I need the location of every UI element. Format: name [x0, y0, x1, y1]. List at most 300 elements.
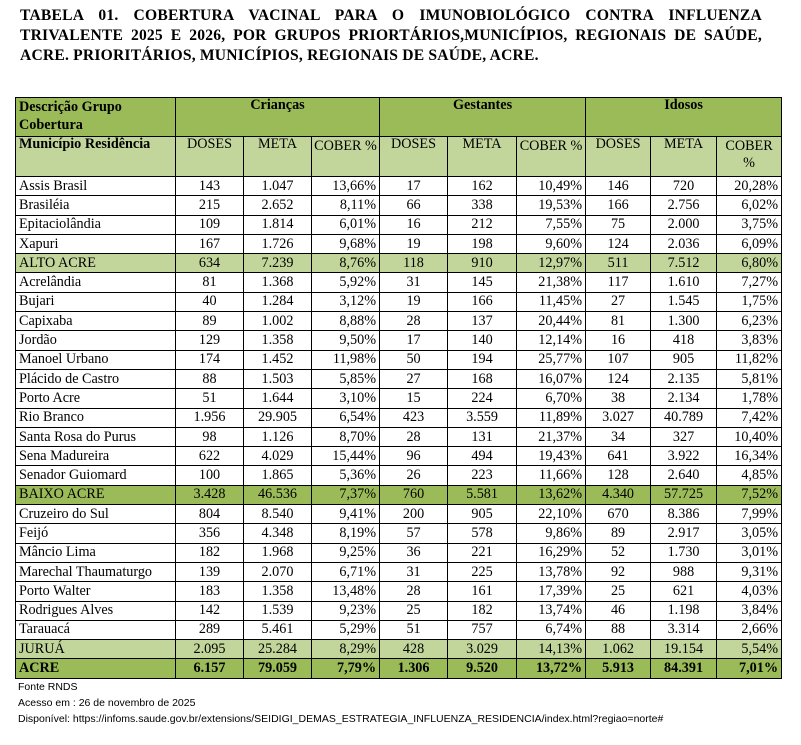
municipio-cell: Capixaba — [16, 312, 176, 331]
cobertura-cell: 11,82% — [717, 350, 782, 369]
meta-cell: 2.756 — [651, 196, 717, 215]
meta-cell: 162 — [448, 177, 517, 196]
cobertura-cell: 13,78% — [517, 562, 586, 581]
cobertura-cell: 8,11% — [312, 196, 380, 215]
doses-cell: 75 — [586, 215, 651, 234]
sub-header-doses: DOSES — [176, 137, 244, 177]
cobertura-cell: 6,09% — [717, 234, 782, 253]
cobertura-cell: 14,13% — [517, 640, 586, 659]
group-header-gestantes: Gestantes — [380, 98, 586, 137]
meta-cell: 1.968 — [244, 543, 312, 562]
municipio-cell: Brasiléia — [16, 196, 176, 215]
meta-cell: 29.905 — [244, 408, 312, 427]
meta-cell: 1.814 — [244, 215, 312, 234]
meta-cell: 757 — [448, 620, 517, 639]
meta-cell: 1.126 — [244, 427, 312, 446]
table-row — [16, 331, 782, 350]
meta-cell: 8.386 — [651, 505, 717, 524]
cobertura-cell: 11,98% — [312, 350, 380, 369]
cobertura-cell: 9,31% — [717, 562, 782, 581]
doses-cell: 428 — [380, 640, 448, 659]
meta-cell: 1.358 — [244, 582, 312, 601]
doses-cell: 760 — [380, 485, 448, 504]
table-row — [16, 466, 782, 485]
doses-cell: 66 — [380, 196, 448, 215]
doses-cell: 28 — [380, 427, 448, 446]
cobertura-cell: 5,81% — [717, 369, 782, 388]
meta-cell: 327 — [651, 427, 717, 446]
meta-cell: 2.134 — [651, 389, 717, 408]
meta-cell: 2.917 — [651, 524, 717, 543]
meta-cell: 910 — [448, 254, 517, 273]
cobertura-cell: 3,01% — [717, 543, 782, 562]
doses-cell: 107 — [586, 350, 651, 369]
cobertura-cell: 3,83% — [717, 331, 782, 350]
cobertura-cell: 11,45% — [517, 292, 586, 311]
municipio-cell: Mâncio Lima — [16, 543, 176, 562]
doses-cell: 129 — [176, 331, 244, 350]
doses-cell: 51 — [176, 389, 244, 408]
doses-cell: 5.913 — [586, 659, 651, 678]
sub-header-meta: META — [651, 137, 717, 177]
doses-cell: 31 — [380, 562, 448, 581]
table-row-regional — [16, 485, 782, 504]
meta-cell: 418 — [651, 331, 717, 350]
cobertura-cell: 7,01% — [717, 659, 782, 678]
municipio-cell: Xapuri — [16, 234, 176, 253]
doses-cell: 31 — [380, 273, 448, 292]
footer-access: Acesso em : 26 de novembro de 2025 — [18, 697, 196, 709]
doses-cell: 51 — [380, 620, 448, 639]
meta-cell: 161 — [448, 582, 517, 601]
sub-header-cobertura: COBER % — [517, 137, 586, 177]
cobertura-cell: 5,85% — [312, 369, 380, 388]
municipio-cell: Marechal Thaumaturgo — [16, 562, 176, 581]
table-row — [16, 524, 782, 543]
cobertura-cell: 13,48% — [312, 582, 380, 601]
municipio-cell: Porto Acre — [16, 389, 176, 408]
footer-source: Fonte RNDS — [18, 681, 78, 693]
meta-cell: 2.070 — [244, 562, 312, 581]
doses-cell: 200 — [380, 505, 448, 524]
meta-cell: 338 — [448, 196, 517, 215]
doses-cell: 52 — [586, 543, 651, 562]
meta-cell: 988 — [651, 562, 717, 581]
meta-cell: 1.047 — [244, 177, 312, 196]
meta-cell: 1.503 — [244, 369, 312, 388]
meta-cell: 4.348 — [244, 524, 312, 543]
meta-cell: 145 — [448, 273, 517, 292]
doses-cell: 16 — [586, 331, 651, 350]
municipio-cell: Rodrigues Alves — [16, 601, 176, 620]
doses-cell: 215 — [176, 196, 244, 215]
table-row — [16, 447, 782, 466]
meta-cell: 5.461 — [244, 620, 312, 639]
doses-cell: 423 — [380, 408, 448, 427]
doses-cell: 57 — [380, 524, 448, 543]
doses-cell: 109 — [176, 215, 244, 234]
doses-cell: 98 — [176, 427, 244, 446]
doses-cell: 128 — [586, 466, 651, 485]
meta-cell: 1.730 — [651, 543, 717, 562]
municipio-cell: ALTO ACRE — [16, 254, 176, 273]
cobertura-cell: 7,27% — [717, 273, 782, 292]
cobertura-cell: 8,76% — [312, 254, 380, 273]
meta-cell: 166 — [448, 292, 517, 311]
doses-cell: 143 — [176, 177, 244, 196]
doses-cell: 50 — [380, 350, 448, 369]
table-row — [16, 601, 782, 620]
cobertura-cell: 15,44% — [312, 447, 380, 466]
doses-cell: 34 — [586, 427, 651, 446]
sub-header-meta: META — [244, 137, 312, 177]
meta-cell: 2.652 — [244, 196, 312, 215]
meta-cell: 2.135 — [651, 369, 717, 388]
cobertura-cell: 9,25% — [312, 543, 380, 562]
municipio-cell: Santa Rosa do Purus — [16, 427, 176, 446]
doses-cell: 27 — [380, 369, 448, 388]
table-title: TABELA 01. COBERTURA VACINAL PARA O IMUNOBIOLÓGICO CONTRA INFLUENZA TRIVALENTE 2025 E 2026, POR GRUPOS PRIORTÁRIOS,MUNICÍPIOS, REGIONAIS DE SAÚDE, ACRE. PRIORITÁRIOS, MUNICÍPIOS, REGIONAIS DE SAÚDE, ACRE. — [20, 7, 762, 64]
doses-cell: 46 — [586, 601, 651, 620]
meta-cell: 9.520 — [448, 659, 517, 678]
meta-cell: 79.059 — [244, 659, 312, 678]
doses-cell: 634 — [176, 254, 244, 273]
doses-cell: 670 — [586, 505, 651, 524]
doses-cell: 1.306 — [380, 659, 448, 678]
cobertura-cell: 7,79% — [312, 659, 380, 678]
meta-cell: 8.540 — [244, 505, 312, 524]
cobertura-cell: 13,72% — [517, 659, 586, 678]
sub-header-doses: DOSES — [586, 137, 651, 177]
doses-cell: 167 — [176, 234, 244, 253]
table-row — [16, 582, 782, 601]
municipio-cell: Senador Guiomard — [16, 466, 176, 485]
cobertura-cell: 1,78% — [717, 389, 782, 408]
table-row — [16, 505, 782, 524]
cobertura-cell: 6,74% — [517, 620, 586, 639]
meta-cell: 5.581 — [448, 485, 517, 504]
doses-cell: 15 — [380, 389, 448, 408]
group-label-header: Descrição Grupo Cobertura — [16, 98, 176, 137]
sub-header-meta: META — [448, 137, 517, 177]
sub-header-cobertura: COBER % — [717, 137, 782, 177]
meta-cell: 1.539 — [244, 601, 312, 620]
table-row — [16, 234, 782, 253]
cobertura-cell: 6,02% — [717, 196, 782, 215]
cobertura-cell: 11,89% — [517, 408, 586, 427]
table-row — [16, 562, 782, 581]
meta-cell: 7.512 — [651, 254, 717, 273]
cobertura-cell: 9,60% — [517, 234, 586, 253]
cobertura-cell: 4,03% — [717, 582, 782, 601]
table-row — [16, 408, 782, 427]
doses-cell: 28 — [380, 582, 448, 601]
cobertura-cell: 3,84% — [717, 601, 782, 620]
cobertura-cell: 13,66% — [312, 177, 380, 196]
municipio-cell: Feijó — [16, 524, 176, 543]
municipio-cell: Manoel Urbano — [16, 350, 176, 369]
doses-cell: 118 — [380, 254, 448, 273]
doses-cell: 19 — [380, 292, 448, 311]
table-row — [16, 312, 782, 331]
meta-cell: 223 — [448, 466, 517, 485]
doses-cell: 26 — [380, 466, 448, 485]
municipio-cell: Plácido de Castro — [16, 369, 176, 388]
table-row — [16, 369, 782, 388]
meta-cell: 182 — [448, 601, 517, 620]
table-row — [16, 543, 782, 562]
cobertura-cell: 3,12% — [312, 292, 380, 311]
meta-cell: 1.545 — [651, 292, 717, 311]
meta-cell: 224 — [448, 389, 517, 408]
doses-cell: 38 — [586, 389, 651, 408]
meta-cell: 578 — [448, 524, 517, 543]
doses-cell: 40 — [176, 292, 244, 311]
doses-cell: 1.062 — [586, 640, 651, 659]
meta-cell: 494 — [448, 447, 517, 466]
meta-cell: 84.391 — [651, 659, 717, 678]
table-row — [16, 215, 782, 234]
doses-cell: 96 — [380, 447, 448, 466]
coverage-table — [15, 97, 782, 679]
cobertura-cell: 19,43% — [517, 447, 586, 466]
cobertura-cell: 6,80% — [717, 254, 782, 273]
meta-cell: 7.239 — [244, 254, 312, 273]
cobertura-cell: 5,54% — [717, 640, 782, 659]
meta-cell: 1.610 — [651, 273, 717, 292]
meta-cell: 168 — [448, 369, 517, 388]
doses-cell: 16 — [380, 215, 448, 234]
cobertura-cell: 16,29% — [517, 543, 586, 562]
cobertura-cell: 9,50% — [312, 331, 380, 350]
coverage-table-container — [15, 97, 782, 679]
doses-cell: 4.340 — [586, 485, 651, 504]
meta-cell: 1.198 — [651, 601, 717, 620]
table-row — [16, 273, 782, 292]
municipio-cell: Bujari — [16, 292, 176, 311]
cobertura-cell: 7,37% — [312, 485, 380, 504]
municipio-cell: JURUÁ — [16, 640, 176, 659]
doses-cell: 17 — [380, 331, 448, 350]
table-row — [16, 177, 782, 196]
cobertura-cell: 5,29% — [312, 620, 380, 639]
municipio-cell: Jordão — [16, 331, 176, 350]
meta-cell: 2.000 — [651, 215, 717, 234]
cobertura-cell: 9,23% — [312, 601, 380, 620]
municipio-cell: Assis Brasil — [16, 177, 176, 196]
doses-cell: 88 — [586, 620, 651, 639]
meta-cell: 19.154 — [651, 640, 717, 659]
cobertura-cell: 21,37% — [517, 427, 586, 446]
cobertura-cell: 7,99% — [717, 505, 782, 524]
meta-cell: 131 — [448, 427, 517, 446]
doses-cell: 511 — [586, 254, 651, 273]
cobertura-cell: 22,10% — [517, 505, 586, 524]
table-row — [16, 620, 782, 639]
doses-cell: 142 — [176, 601, 244, 620]
table-row — [16, 389, 782, 408]
doses-cell: 89 — [176, 312, 244, 331]
meta-cell: 621 — [651, 582, 717, 601]
cobertura-cell: 16,34% — [717, 447, 782, 466]
municipio-cell: Epitaciolândia — [16, 215, 176, 234]
meta-cell: 3.314 — [651, 620, 717, 639]
meta-cell: 1.865 — [244, 466, 312, 485]
cobertura-cell: 13,62% — [517, 485, 586, 504]
meta-cell: 1.726 — [244, 234, 312, 253]
cobertura-cell: 12,97% — [517, 254, 586, 273]
cobertura-cell: 6,71% — [312, 562, 380, 581]
meta-cell: 1.452 — [244, 350, 312, 369]
municipio-cell: Rio Branco — [16, 408, 176, 427]
sub-header-doses: DOSES — [380, 137, 448, 177]
cobertura-cell: 8,70% — [312, 427, 380, 446]
cobertura-cell: 10,40% — [717, 427, 782, 446]
doses-cell: 182 — [176, 543, 244, 562]
doses-cell: 3.428 — [176, 485, 244, 504]
cobertura-cell: 19,53% — [517, 196, 586, 215]
doses-cell: 2.095 — [176, 640, 244, 659]
meta-cell: 1.368 — [244, 273, 312, 292]
doses-cell: 3.027 — [586, 408, 651, 427]
cobertura-cell: 5,92% — [312, 273, 380, 292]
footer-available: Disponível: https://infoms.saude.gov.br/extensions/SEIDIGI_DEMAS_ESTRATEGIA_INFLUENZA_RESIDENCIA/index.html?regiao=norte# — [18, 713, 664, 725]
meta-cell: 57.725 — [651, 485, 717, 504]
meta-cell: 212 — [448, 215, 517, 234]
cobertura-cell: 3,10% — [312, 389, 380, 408]
cobertura-cell: 9,68% — [312, 234, 380, 253]
table-row — [16, 196, 782, 215]
meta-cell: 46.536 — [244, 485, 312, 504]
meta-cell: 25.284 — [244, 640, 312, 659]
doses-cell: 81 — [176, 273, 244, 292]
meta-cell: 198 — [448, 234, 517, 253]
table-row — [16, 292, 782, 311]
cobertura-cell: 1,75% — [717, 292, 782, 311]
doses-cell: 89 — [586, 524, 651, 543]
doses-cell: 356 — [176, 524, 244, 543]
cobertura-cell: 8,19% — [312, 524, 380, 543]
meta-cell: 3.922 — [651, 447, 717, 466]
meta-cell: 1.644 — [244, 389, 312, 408]
meta-cell: 137 — [448, 312, 517, 331]
doses-cell: 146 — [586, 177, 651, 196]
table-row-regional — [16, 254, 782, 273]
meta-cell: 4.029 — [244, 447, 312, 466]
cobertura-cell: 6,23% — [717, 312, 782, 331]
doses-cell: 6.157 — [176, 659, 244, 678]
meta-cell: 1.300 — [651, 312, 717, 331]
cobertura-cell: 3,75% — [717, 215, 782, 234]
cobertura-cell: 7,52% — [717, 485, 782, 504]
doses-cell: 28 — [380, 312, 448, 331]
table-row — [16, 350, 782, 369]
doses-cell: 36 — [380, 543, 448, 562]
meta-cell: 2.036 — [651, 234, 717, 253]
municipio-cell: ACRE — [16, 659, 176, 678]
doses-cell: 25 — [586, 582, 651, 601]
meta-cell: 1.284 — [244, 292, 312, 311]
cobertura-cell: 6,01% — [312, 215, 380, 234]
cobertura-cell: 4,85% — [717, 466, 782, 485]
cobertura-cell: 5,36% — [312, 466, 380, 485]
group-header-idosos: Idosos — [586, 98, 782, 137]
cobertura-cell: 7,55% — [517, 215, 586, 234]
cobertura-cell: 25,77% — [517, 350, 586, 369]
doses-cell: 124 — [586, 234, 651, 253]
doses-cell: 641 — [586, 447, 651, 466]
meta-cell: 221 — [448, 543, 517, 562]
municipio-cell: Sena Madureira — [16, 447, 176, 466]
doses-cell: 166 — [586, 196, 651, 215]
meta-cell: 140 — [448, 331, 517, 350]
municipio-cell: BAIXO ACRE — [16, 485, 176, 504]
doses-cell: 174 — [176, 350, 244, 369]
table-row-regional — [16, 659, 782, 678]
doses-cell: 25 — [380, 601, 448, 620]
meta-cell: 40.789 — [651, 408, 717, 427]
doses-cell: 19 — [380, 234, 448, 253]
cobertura-cell: 9,41% — [312, 505, 380, 524]
cobertura-cell: 21,38% — [517, 273, 586, 292]
row-label-header: Município Residência — [16, 137, 176, 177]
doses-cell: 100 — [176, 466, 244, 485]
cobertura-cell: 16,07% — [517, 369, 586, 388]
doses-cell: 27 — [586, 292, 651, 311]
municipio-cell: Porto Walter — [16, 582, 176, 601]
doses-cell: 124 — [586, 369, 651, 388]
meta-cell: 3.029 — [448, 640, 517, 659]
cobertura-cell: 12,14% — [517, 331, 586, 350]
municipio-cell: Acrelândia — [16, 273, 176, 292]
cobertura-cell: 20,44% — [517, 312, 586, 331]
meta-cell: 1.002 — [244, 312, 312, 331]
cobertura-cell: 8,88% — [312, 312, 380, 331]
cobertura-cell: 17,39% — [517, 582, 586, 601]
meta-cell: 225 — [448, 562, 517, 581]
cobertura-cell: 2,66% — [717, 620, 782, 639]
doses-cell: 139 — [176, 562, 244, 581]
doses-cell: 117 — [586, 273, 651, 292]
meta-cell: 2.640 — [651, 466, 717, 485]
cobertura-cell: 3,05% — [717, 524, 782, 543]
doses-cell: 622 — [176, 447, 244, 466]
meta-cell: 905 — [651, 350, 717, 369]
municipio-cell: Cruzeiro do Sul — [16, 505, 176, 524]
cobertura-cell: 11,66% — [517, 466, 586, 485]
table-row — [16, 427, 782, 446]
meta-cell: 3.559 — [448, 408, 517, 427]
meta-cell: 194 — [448, 350, 517, 369]
group-header-criancas: Crianças — [176, 98, 380, 137]
cobertura-cell: 13,74% — [517, 601, 586, 620]
doses-cell: 92 — [586, 562, 651, 581]
meta-cell: 1.358 — [244, 331, 312, 350]
doses-cell: 81 — [586, 312, 651, 331]
sub-header-cobertura: COBER % — [312, 137, 380, 177]
table-row-regional — [16, 640, 782, 659]
cobertura-cell: 7,42% — [717, 408, 782, 427]
meta-cell: 720 — [651, 177, 717, 196]
doses-cell: 183 — [176, 582, 244, 601]
doses-cell: 88 — [176, 369, 244, 388]
doses-cell: 1.956 — [176, 408, 244, 427]
cobertura-cell: 8,29% — [312, 640, 380, 659]
cobertura-cell: 6,70% — [517, 389, 586, 408]
doses-cell: 289 — [176, 620, 244, 639]
cobertura-cell: 9,86% — [517, 524, 586, 543]
cobertura-cell: 20,28% — [717, 177, 782, 196]
